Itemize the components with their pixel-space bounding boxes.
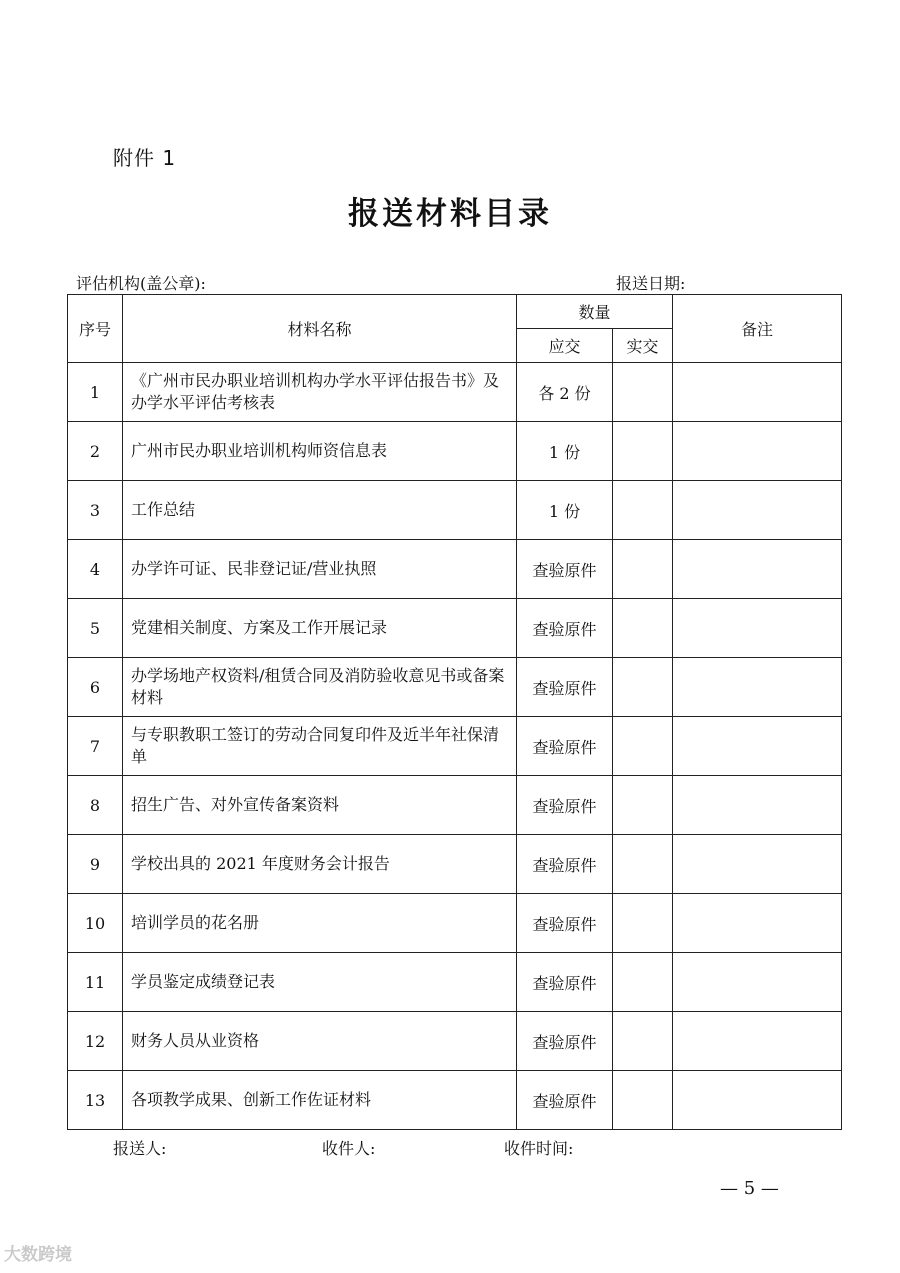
row-index: 1 — [68, 363, 123, 422]
col-actual-header: 实交 — [613, 329, 673, 363]
table-row — [68, 776, 842, 835]
row-required-qty: 查验原件 — [517, 599, 613, 658]
row-index: 12 — [68, 1012, 123, 1071]
row-actual-qty — [613, 894, 673, 953]
row-material-name: 办学许可证、民非登记证/营业执照 — [123, 540, 517, 599]
row-index: 7 — [68, 717, 123, 776]
row-remarks — [673, 894, 842, 953]
row-required-qty: 查验原件 — [517, 835, 613, 894]
row-remarks — [673, 1012, 842, 1071]
col-remarks-header: 备注 — [673, 295, 842, 363]
row-index: 3 — [68, 481, 123, 540]
row-remarks — [673, 776, 842, 835]
row-actual-qty — [613, 481, 673, 540]
attachment-label: 附件 1 — [113, 146, 177, 170]
row-remarks — [673, 481, 842, 540]
row-actual-qty — [613, 599, 673, 658]
row-material-name: 办学场地产权资料/租赁合同及消防验收意见书或备案材料 — [123, 658, 517, 717]
table-row — [68, 1012, 842, 1071]
row-actual-qty — [613, 658, 673, 717]
table-row — [68, 540, 842, 599]
row-index: 4 — [68, 540, 123, 599]
row-required-qty: 查验原件 — [517, 658, 613, 717]
received-time-label: 收件时间: — [504, 1139, 574, 1158]
row-actual-qty — [613, 1012, 673, 1071]
col-required-header: 应交 — [517, 329, 613, 363]
row-remarks — [673, 835, 842, 894]
row-actual-qty — [613, 363, 673, 422]
row-required-qty: 查验原件 — [517, 776, 613, 835]
col-name-header: 材料名称 — [123, 295, 517, 363]
row-remarks — [673, 422, 842, 481]
row-required-qty: 各 2 份 — [517, 363, 613, 422]
row-actual-qty — [613, 717, 673, 776]
row-remarks — [673, 599, 842, 658]
row-index: 9 — [68, 835, 123, 894]
row-index: 10 — [68, 894, 123, 953]
row-material-name: 工作总结 — [123, 481, 517, 540]
row-material-name: 招生广告、对外宣传备案资料 — [123, 776, 517, 835]
row-index: 2 — [68, 422, 123, 481]
row-material-name: 培训学员的花名册 — [123, 894, 517, 953]
row-material-name: 广州市民办职业培训机构师资信息表 — [123, 422, 517, 481]
row-index: 8 — [68, 776, 123, 835]
col-quantity-header: 数量 — [517, 295, 673, 329]
row-material-name: 党建相关制度、方案及工作开展记录 — [123, 599, 517, 658]
row-required-qty: 查验原件 — [517, 953, 613, 1012]
col-index-header: 序号 — [68, 295, 123, 363]
row-remarks — [673, 717, 842, 776]
table-row — [68, 422, 842, 481]
row-required-qty: 1 份 — [517, 422, 613, 481]
date-label: 报送日期: — [616, 274, 686, 293]
page-number: — 5 — — [720, 1178, 779, 1199]
row-index: 5 — [68, 599, 123, 658]
watermark-logo: 大数跨境 — [4, 1245, 72, 1265]
row-actual-qty — [613, 1071, 673, 1130]
table-row — [68, 481, 842, 540]
row-remarks — [673, 953, 842, 1012]
row-index: 13 — [68, 1071, 123, 1130]
table-row — [68, 658, 842, 717]
table-row — [68, 599, 842, 658]
row-actual-qty — [613, 422, 673, 481]
row-actual-qty — [613, 540, 673, 599]
row-required-qty: 查验原件 — [517, 540, 613, 599]
row-remarks — [673, 363, 842, 422]
row-actual-qty — [613, 776, 673, 835]
row-material-name: 与专职教职工签订的劳动合同复印件及近半年社保清单 — [123, 717, 517, 776]
receiver-label: 收件人: — [322, 1139, 376, 1158]
row-remarks — [673, 658, 842, 717]
row-required-qty: 查验原件 — [517, 1071, 613, 1130]
table-row — [68, 953, 842, 1012]
row-actual-qty — [613, 953, 673, 1012]
org-label: 评估机构(盖公章): — [76, 274, 206, 293]
row-index: 6 — [68, 658, 123, 717]
row-required-qty: 查验原件 — [517, 1012, 613, 1071]
row-material-name: 财务人员从业资格 — [123, 1012, 517, 1071]
table-row — [68, 717, 842, 776]
table-row — [68, 894, 842, 953]
row-actual-qty — [613, 835, 673, 894]
row-material-name: 《广州市民办职业培训机构办学水平评估报告书》及办学水平评估考核表 — [123, 363, 517, 422]
page-title: 报送材料目录 — [348, 196, 552, 232]
row-required-qty: 1 份 — [517, 481, 613, 540]
row-required-qty: 查验原件 — [517, 717, 613, 776]
row-material-name: 各项教学成果、创新工作佐证材料 — [123, 1071, 517, 1130]
row-index: 11 — [68, 953, 123, 1012]
row-remarks — [673, 540, 842, 599]
table-row — [68, 1071, 842, 1130]
row-remarks — [673, 1071, 842, 1130]
table-row — [68, 363, 842, 422]
row-material-name: 学校出具的 2021 年度财务会计报告 — [123, 835, 517, 894]
row-required-qty: 查验原件 — [517, 894, 613, 953]
materials-table — [67, 294, 842, 1130]
sender-label: 报送人: — [113, 1139, 167, 1158]
table-row — [68, 835, 842, 894]
row-material-name: 学员鉴定成绩登记表 — [123, 953, 517, 1012]
